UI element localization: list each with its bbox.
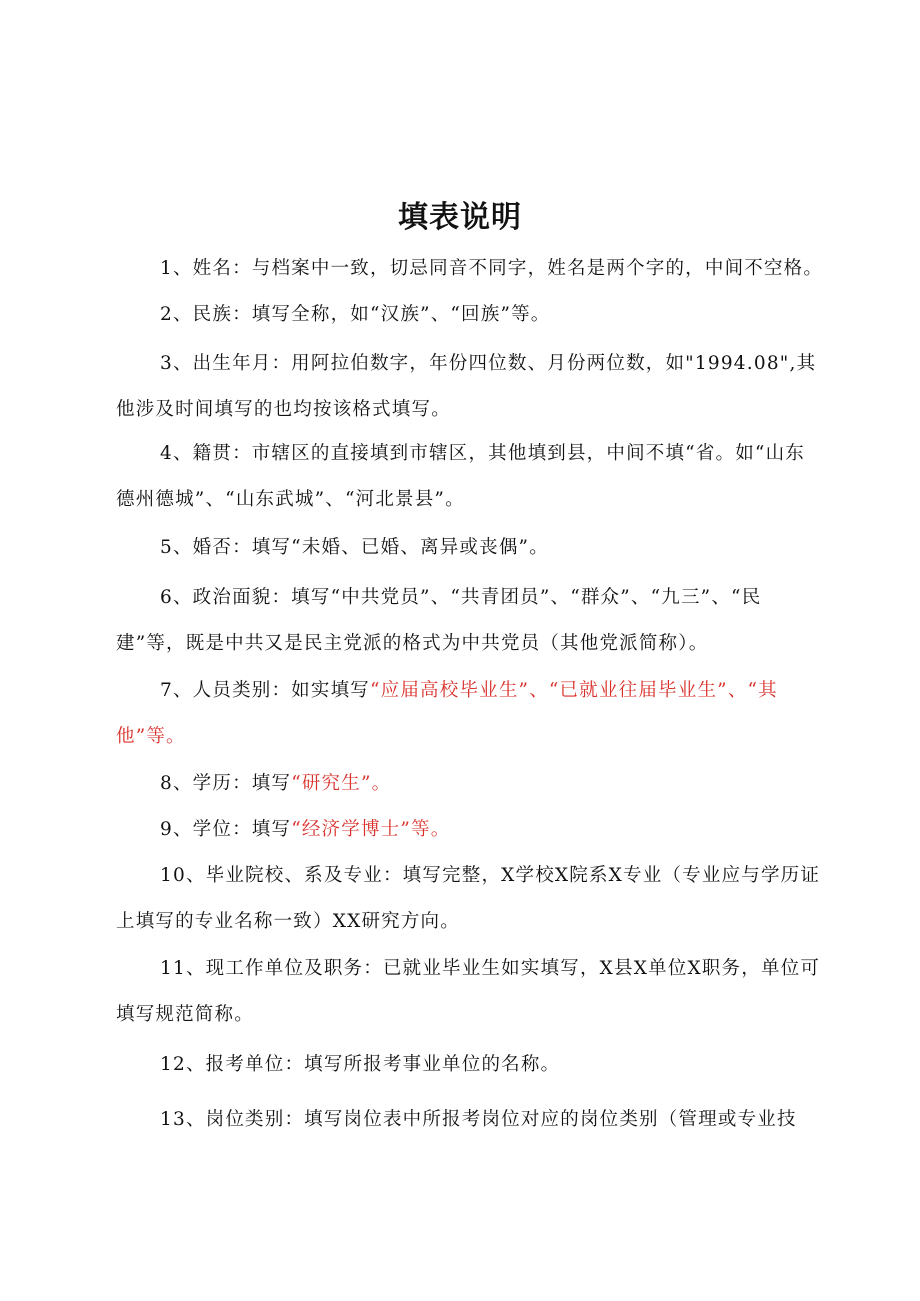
instruction-item-degree	[116, 807, 824, 853]
item-number: 8、	[160, 773, 193, 794]
item-text: 政治面貌：填写“中共党员”、“共青团员”、“群众”、“九三”、“民建”等，既是中共又是民主党派的格式为中共党员（其他党派简称）。	[116, 587, 762, 654]
item-highlight-text: “研究生”。	[291, 773, 392, 794]
instruction-item-name	[116, 246, 824, 292]
item-number: 7、	[160, 680, 193, 701]
item-highlight-text: “应届高校毕业生”、“已就业往届毕业生”、“其他”等。	[116, 680, 778, 747]
item-number: 3、	[160, 353, 193, 374]
instruction-item-graduate-school	[116, 853, 824, 945]
item-number: 5、	[160, 537, 193, 558]
item-text: 婚否：填写“未婚、已婚、离异或丧偶”。	[192, 537, 549, 558]
item-text: 人员类别：如实填写	[192, 680, 370, 701]
item-text: 毕业院校、系及专业：填写完整，X学校X院系X专业（专业应与学历证上填写的专业名称一致）XX研究方向。	[116, 865, 821, 932]
item-text: 学位：填写	[192, 819, 292, 840]
item-number: 11、	[160, 958, 206, 979]
item-number: 4、	[160, 443, 193, 464]
item-number: 1、	[160, 258, 193, 279]
item-text: 报考单位：填写所报考事业单位的名称。	[205, 1054, 561, 1075]
item-number: 12、	[160, 1054, 206, 1075]
item-number: 9、	[160, 819, 193, 840]
instruction-item-ethnicity	[116, 292, 824, 338]
item-number: 6、	[160, 587, 193, 608]
page-title: 填表说明	[398, 200, 522, 235]
item-text: 岗位类别：填写岗位表中所报考岗位对应的岗位类别（管理或专业技	[205, 1109, 797, 1130]
item-text: 出生年月：用阿拉伯数字，年份四位数、月份两位数，如"1994.08",其他涉及时间填写的也均按该格式填写。	[116, 353, 817, 420]
item-number: 10、	[160, 865, 206, 886]
item-text: 现工作单位及职务：已就业毕业生如实填写，X县X单位X职务，单位可填写规范简称。	[116, 958, 821, 1025]
item-number: 13、	[160, 1109, 206, 1130]
item-text: 姓名：与档案中一致，切忌同音不同字，姓名是两个字的，中间不空格。	[192, 258, 824, 279]
item-text: 籍贯：市辖区的直接填到市辖区，其他填到县，中间不填“省。如“山东德州德城”、“山东武城”、“河北景县”。	[116, 443, 805, 510]
item-text: 学历：填写	[192, 773, 292, 794]
instruction-item-personnel-category	[116, 668, 824, 760]
instruction-item-marital-status	[116, 525, 824, 571]
instruction-item-birth-date	[116, 341, 824, 433]
instruction-item-position-category	[116, 1097, 824, 1143]
instruction-item-native-place	[116, 431, 824, 523]
instruction-item-current-employer	[116, 946, 824, 1038]
item-text: 民族：填写全称，如“汉族”、“回族”等。	[192, 304, 551, 325]
instruction-item-applied-unit	[116, 1042, 824, 1088]
item-number: 2、	[160, 304, 193, 325]
instruction-item-education	[116, 761, 824, 807]
instruction-item-political-status	[116, 575, 824, 667]
item-highlight-text: “经济学博士”等。	[291, 819, 451, 840]
